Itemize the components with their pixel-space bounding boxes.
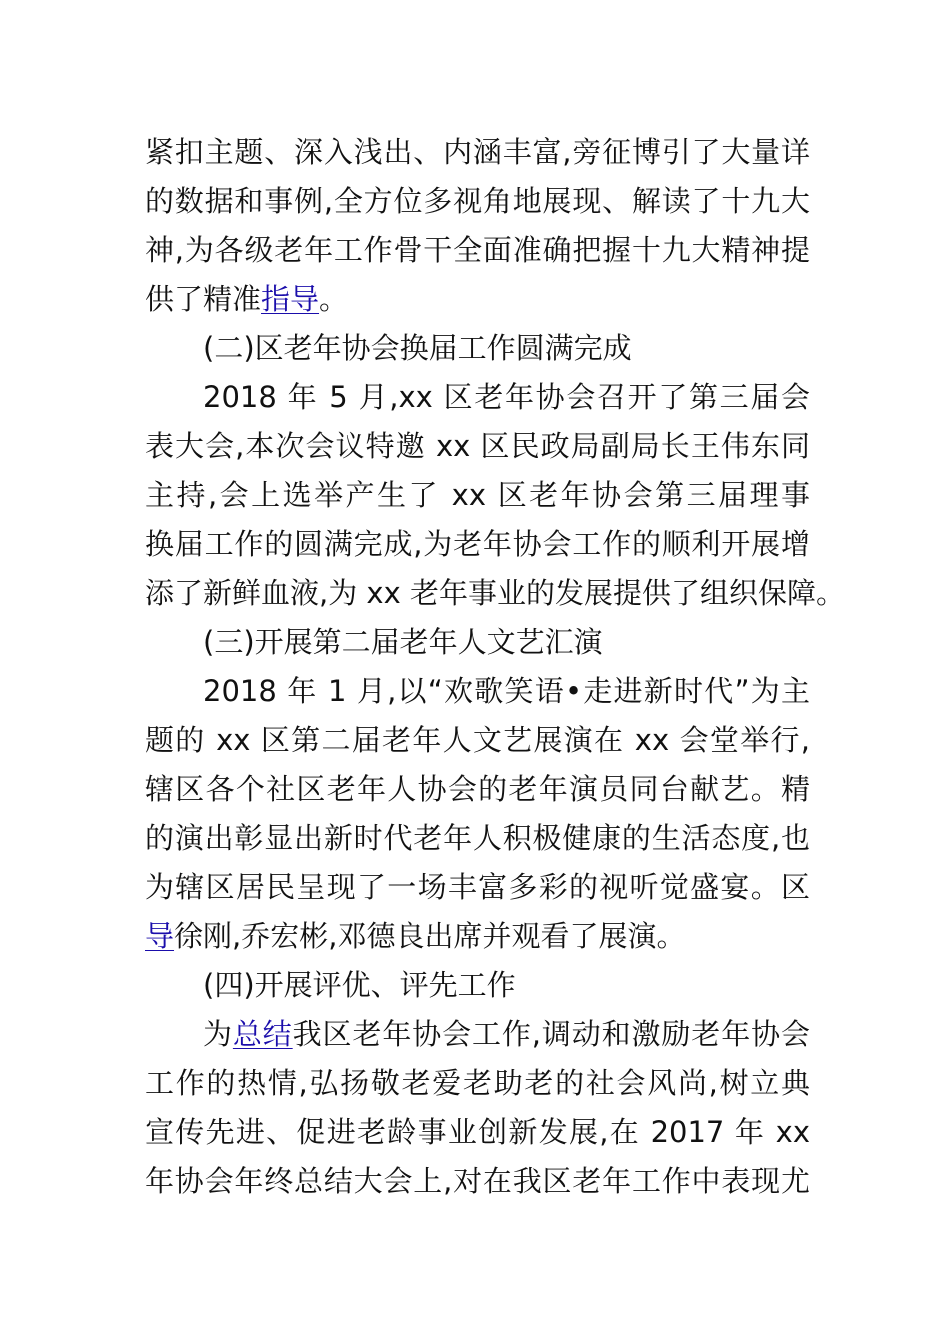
paragraph-line: 年协会年终总结大会上,对在我区老年工作中表现尤 xyxy=(145,1164,810,1198)
text-run: 徐刚,乔宏彬,邓德良出席并观看了展演。 xyxy=(174,919,686,953)
paragraph-line: 宣传先进、促进老龄事业创新发展,在 2017 年 xx xyxy=(145,1115,810,1149)
link-leader[interactable]: 导 xyxy=(145,919,175,953)
section-heading-3: (三)开展第二届老年人文艺汇演 xyxy=(203,625,603,659)
paragraph-line xyxy=(145,863,810,912)
paragraph-line xyxy=(145,912,810,961)
text-run: 为辖区居民呈现了一场丰富多彩的视听觉盛宴。区 xyxy=(145,870,810,904)
section-heading-4: (四)开展评优、评先工作 xyxy=(203,968,516,1002)
text-run: 为 xyxy=(203,1017,233,1051)
text-run: 供了精准 xyxy=(145,282,262,316)
paragraph-line: 工作的热情,弘扬敬老爱老助老的社会风尚,树立典 xyxy=(145,1066,810,1100)
paragraph-line: 2018 年 1 月,以“欢歌笑语•走进新时代”为主 xyxy=(203,674,810,708)
paragraph-line: 换届工作的圆满完成,为老年协会工作的顺利开展增 xyxy=(145,527,810,561)
text-run: 。 xyxy=(319,282,349,316)
paragraph-line: 表大会,本次会议特邀 xx 区民政局副局长王伟东同 xyxy=(145,429,810,463)
link-summary[interactable]: 总结 xyxy=(232,1017,293,1051)
document-page xyxy=(145,128,845,1206)
paragraph-line: 紧扣主题、深入浅出、内涵丰富,旁征博引了大量详 xyxy=(145,135,810,169)
paragraph-line xyxy=(145,1010,810,1059)
paragraph-line: 2018 年 5 月,xx 区老年协会召开了第三届会 xyxy=(203,380,810,414)
section-heading-2: (二)区老年协会换届工作圆满完成 xyxy=(203,331,632,365)
paragraph-line xyxy=(145,275,810,324)
paragraph-line: 的数据和事例,全方位多视角地展现、解读了十九大 xyxy=(145,184,810,218)
text-run: 我区老年协会工作,调动和激励老年协会 xyxy=(292,1017,810,1051)
paragraph-line: 辖区各个社区老年人协会的老年演员同台献艺。精 xyxy=(145,772,810,806)
paragraph-line: 主持,会上选举产生了 xx 区老年协会第三届理事 xyxy=(145,478,810,512)
paragraph-line: 的演出彰显出新时代老年人积极健康的生活态度,也 xyxy=(145,821,810,855)
paragraph-line: 题的 xx 区第二届老年人文艺展演在 xx 会堂举行, xyxy=(145,723,810,757)
paragraph-line: 添了新鲜血液,为 xx 老年事业的发展提供了组织保障。 xyxy=(145,576,845,610)
paragraph-line: 神,为各级老年工作骨干全面准确把握十九大精神提 xyxy=(145,233,810,267)
link-guidance[interactable]: 指导 xyxy=(261,282,320,316)
